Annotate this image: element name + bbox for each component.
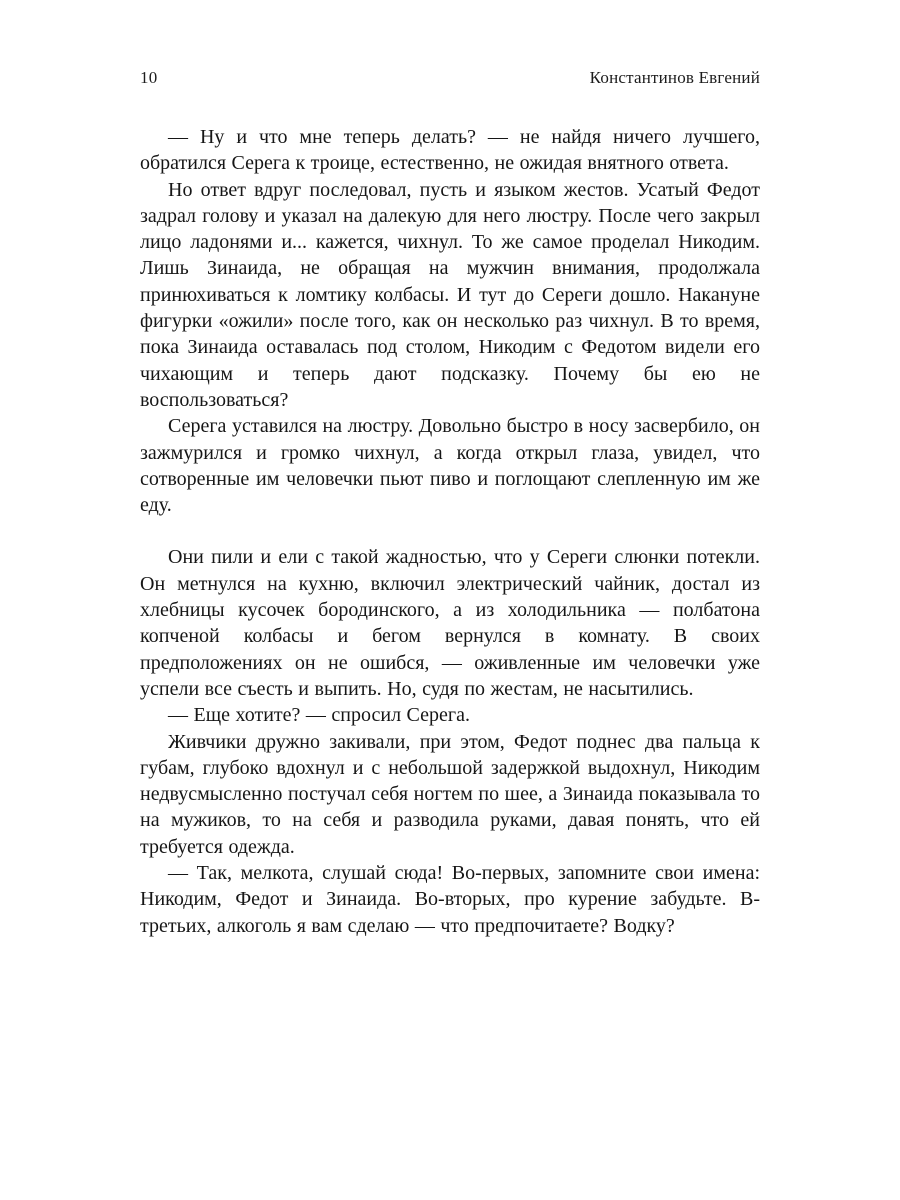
paragraph: Они пили и ели с такой жадностью, что у Сереги слюнки потекли. Он метнулся на кухню, включил электрический чайник, достал из хлебницы кусочек бородинского, а из холодильника — полбатона копченой колбасы и бегом вернулся в комнату. В своих предположениях он не ошибся, — оживленные им человечки уже успели все съесть и выпить. Но, судя по жестам, не насытились. bbox=[140, 546, 760, 700]
paragraph: Живчики дружно закивали, при этом, Федот поднес два пальца к губам, глубоко вдохнул и с небольшой задержкой выдохнул, Никодим недвусмысленно постучал себя ногтем по шее, а Зинаида показывала то на мужиков, то на себя и разводила руками, давая понять, что ей требуется одежда. bbox=[140, 730, 760, 858]
body-text bbox=[140, 124, 760, 939]
paragraph: — Так, мелкота, слушай сюда! Во-первых, запомните свои имена: Никодим, Федот и Зинаида. Во-вторых, про курение забудьте. В-третьих, алкоголь я вам сделаю — что предпочитаете? Водку? bbox=[140, 862, 760, 937]
paragraph: Серега уставился на люстру. Довольно быстро в носу засвербило, он зажмурился и громко чихнул, а когда открыл глаза, увидел, что сотворенные им человечки пьют пиво и поглощают слепленную им же еду. bbox=[140, 415, 760, 517]
running-head-author: Константинов Евгений bbox=[589, 68, 760, 87]
paragraph: — Ну и что мне теперь делать? — не найдя ничего лучшего, обратился Серега к троице, естественно, не ожидая внятного ответа. bbox=[140, 126, 760, 175]
paragraph: — Еще хотите? — спросил Серега. bbox=[168, 704, 470, 727]
paragraph: Но ответ вдруг последовал, пусть и языком жестов. Усатый Федот задрал голову и указал на далекую для него люстру. После чего закрыл лицо ладонями и... кажется, чихнул. То же самое проделал Никодим. Лишь Зинаида, не обращая на мужчин внимания, продолжала принюхиваться к ломтику колбасы. И тут до Сереги дошло. Накануне фигурки «ожили» после того, как он несколько раз чихнул. В то время, пока Зинаида оставалась под столом, Никодим с Федотом видели его чихающим и теперь дают подсказку. Почему бы ею не воспользоваться? bbox=[140, 178, 760, 411]
page-header bbox=[140, 68, 760, 88]
page-number: 10 bbox=[140, 68, 158, 87]
